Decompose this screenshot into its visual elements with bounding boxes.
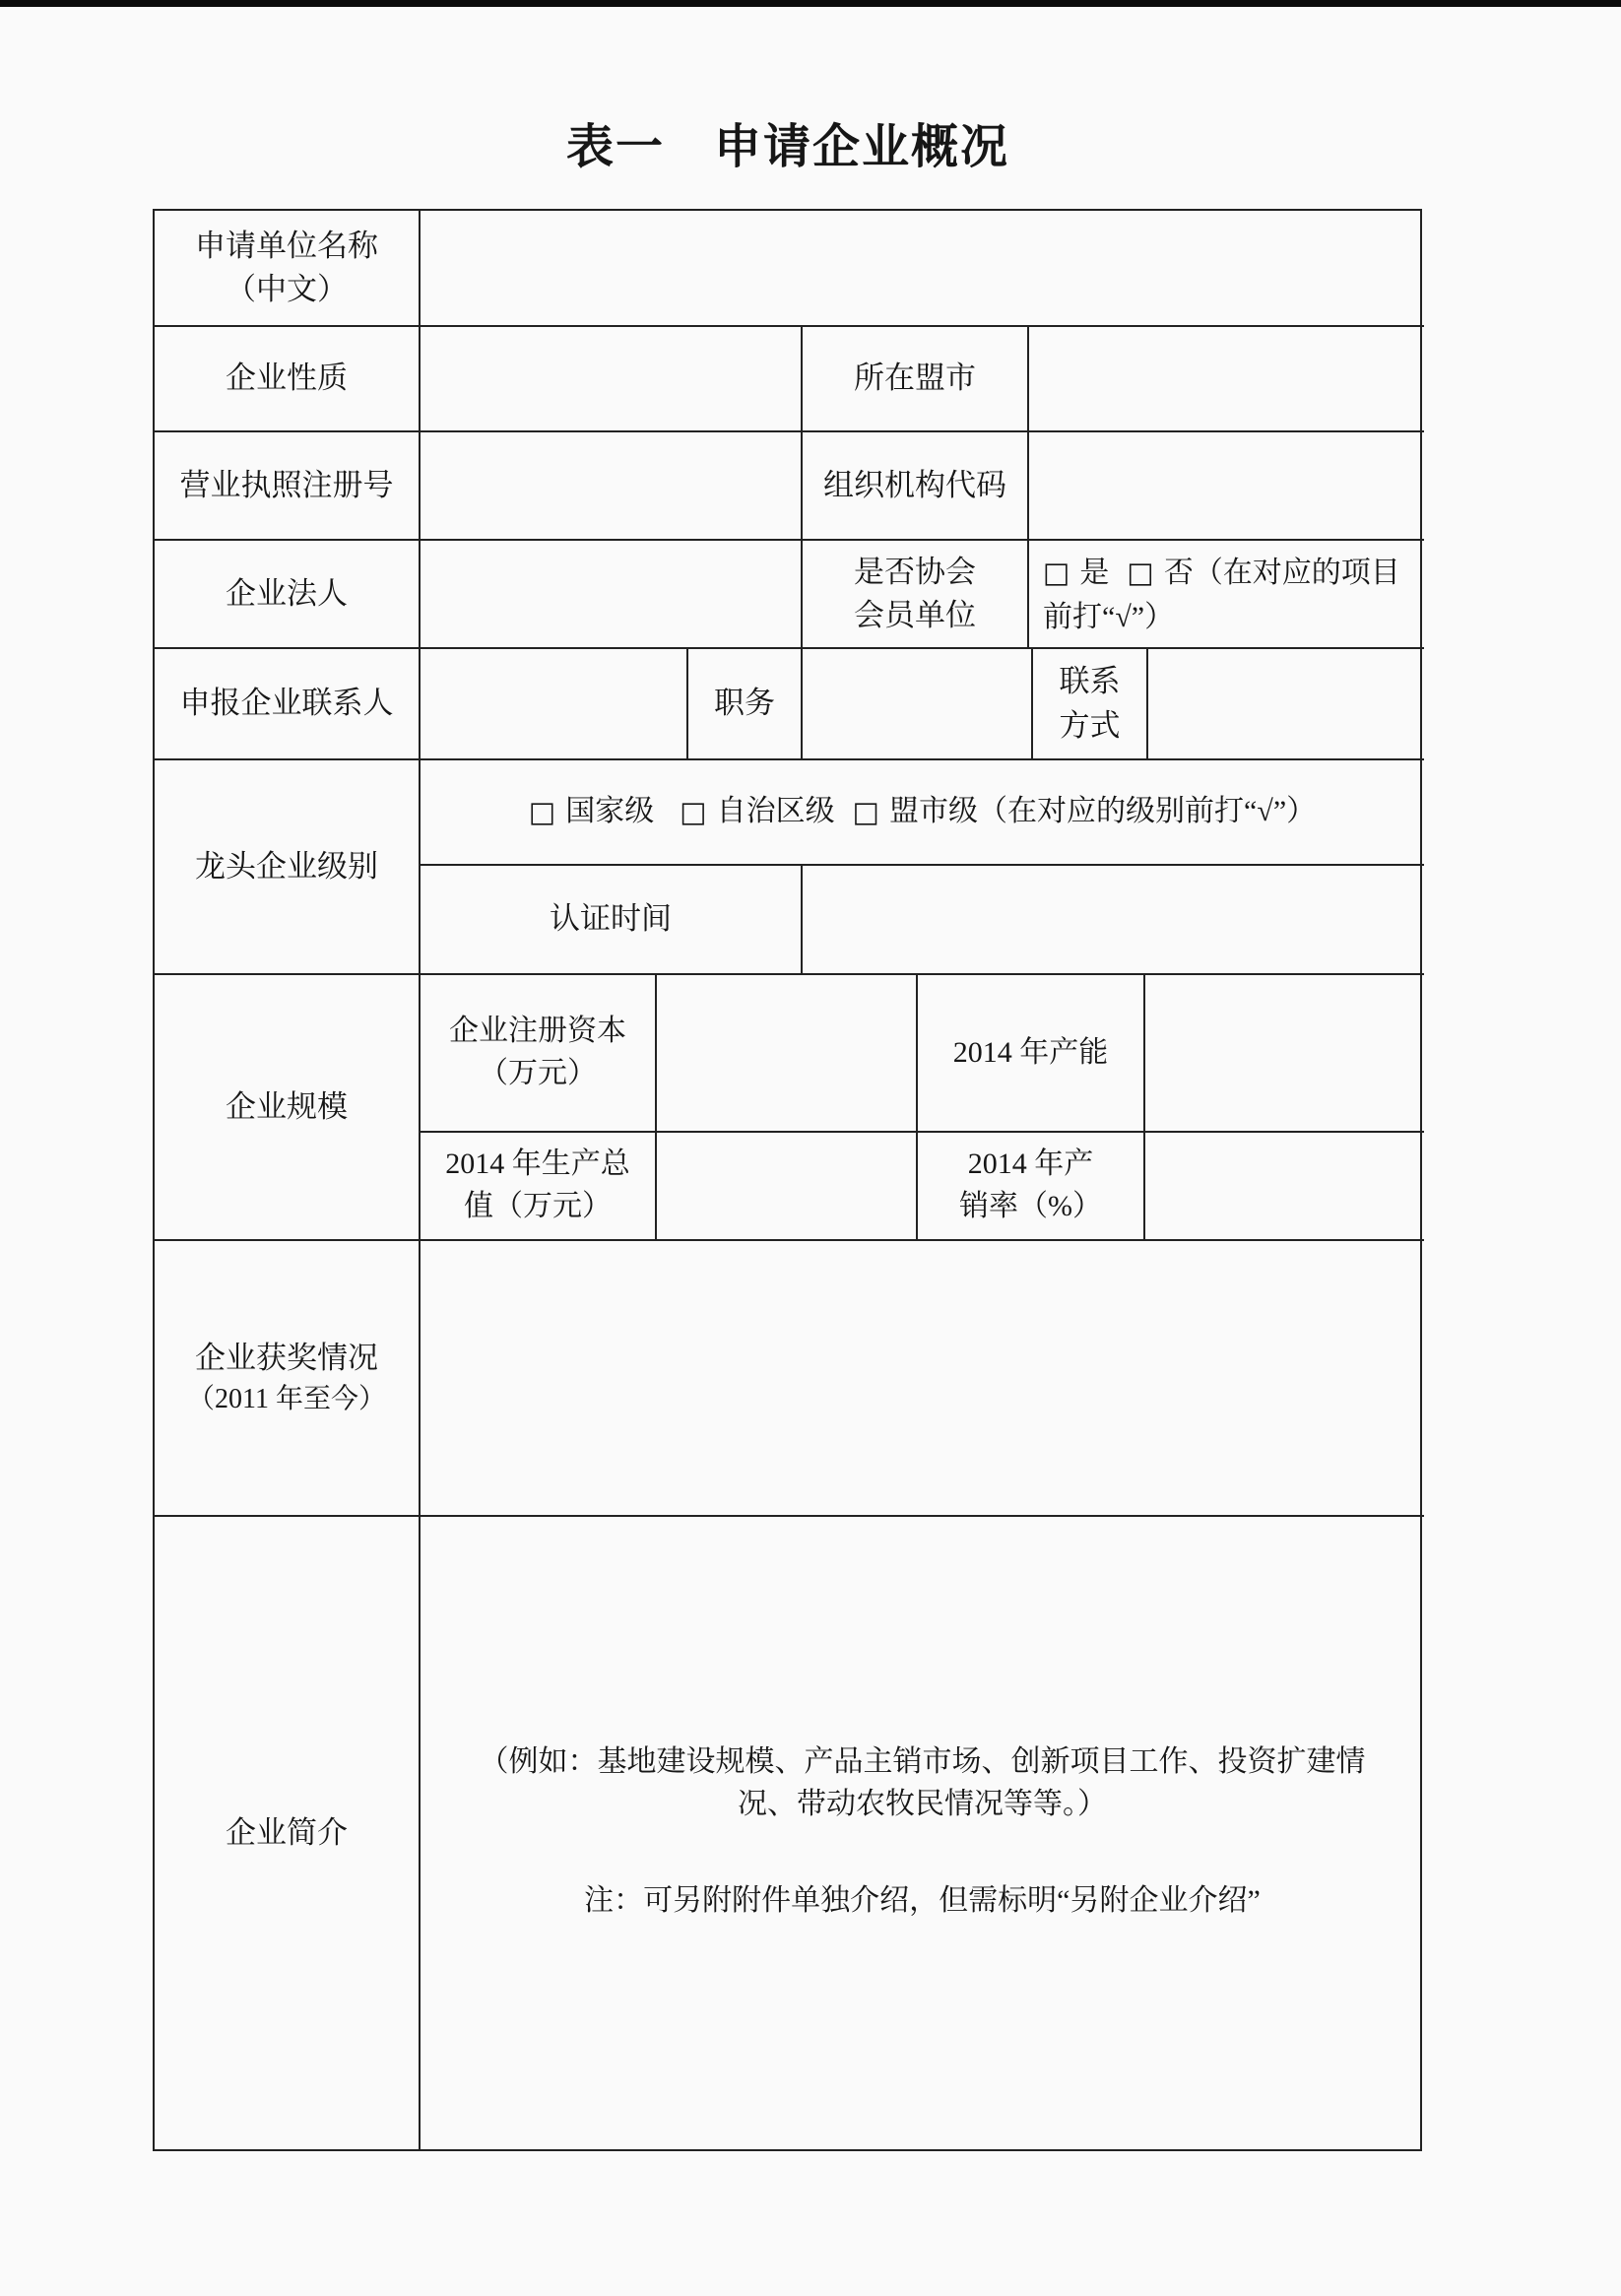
row-awards xyxy=(155,1241,1420,1517)
leading-level-note: （在对应的级别前打“√”） xyxy=(978,795,1317,828)
row-contact xyxy=(155,649,1420,760)
application-form-table xyxy=(153,209,1422,2151)
awards-label: 企业获奖情况 （2011 年至今） xyxy=(155,1241,421,1517)
leading-level-options-row xyxy=(421,760,1424,866)
gross-output-2014-value-cell xyxy=(657,1133,918,1241)
position-label: 职务 xyxy=(688,649,803,760)
cert-time-label: 认证时间 xyxy=(421,866,803,975)
row-nature xyxy=(155,327,1420,432)
contact-info-value-cell xyxy=(1148,649,1424,760)
form-title: 表一 申请企业概况 xyxy=(565,121,1009,173)
assoc-member-label: 是否协会 会员单位 xyxy=(803,541,1029,649)
gross-output-2014-label: 2014 年生产总 值（万元） xyxy=(421,1133,657,1241)
row-legal-person xyxy=(155,541,1420,649)
license-no-label: 营业执照注册号 xyxy=(155,432,421,541)
nature-value-cell xyxy=(421,327,803,432)
checkbox-league-icon: □ xyxy=(852,794,880,828)
contact-info-label: 联系 方式 xyxy=(1033,649,1148,760)
league-city-label: 所在盟市 xyxy=(803,327,1029,432)
checkbox-no-icon: □ xyxy=(1127,556,1154,589)
sales-rate-2014-label: 2014 年产 销率（%） xyxy=(918,1133,1145,1241)
profile-hint-line2: 况、带动农牧民情况等等。） xyxy=(738,1787,1107,1820)
opt-league-label: 盟市级 xyxy=(889,795,979,828)
capacity-2014-value-cell xyxy=(1145,975,1424,1133)
scan-edge-bar xyxy=(0,0,1621,7)
nature-label: 企业性质 xyxy=(155,327,421,432)
sales-rate-2014-value-cell xyxy=(1145,1133,1424,1241)
assoc-note: （在对应的项目前打“√”） xyxy=(1043,557,1400,633)
row-license xyxy=(155,432,1420,541)
cert-time-row xyxy=(421,866,1424,975)
legal-person-value-cell xyxy=(421,541,803,649)
assoc-member-options xyxy=(1029,541,1424,649)
reg-capital-value-cell xyxy=(657,975,918,1133)
checkbox-yes-icon: □ xyxy=(1043,556,1070,589)
profile-hint-line1: （例如：基地建设规模、产品主销市场、创新项目工作、投资扩建情 xyxy=(479,1745,1366,1778)
checkbox-national-icon: □ xyxy=(528,794,556,828)
leading-level-options xyxy=(421,760,1424,866)
row-profile xyxy=(155,1517,1420,2149)
profile-content-cell xyxy=(421,1517,1424,2149)
profile-label: 企业简介 xyxy=(155,1517,421,2149)
license-no-value-cell xyxy=(421,432,803,541)
league-city-value-cell xyxy=(1029,327,1424,432)
legal-person-label: 企业法人 xyxy=(155,541,421,649)
scale-row-1 xyxy=(421,975,1424,1133)
opt-autonomous-label: 自治区级 xyxy=(716,795,835,828)
checkbox-autonomous-icon: □ xyxy=(680,794,707,828)
opt-national-label: 国家级 xyxy=(565,795,655,828)
row-company-name xyxy=(155,211,1420,327)
row-scale xyxy=(155,975,1420,1241)
leading-level-label: 龙头企业级别 xyxy=(155,760,421,975)
contact-person-label: 申报企业联系人 xyxy=(155,649,421,760)
scale-right xyxy=(421,975,1424,1241)
assoc-no-label: 否 xyxy=(1163,557,1194,589)
company-name-label: 申请单位名称 （中文） xyxy=(155,211,421,327)
org-code-label: 组织机构代码 xyxy=(803,432,1029,541)
scale-row-2 xyxy=(421,1133,1424,1241)
cert-time-value-cell xyxy=(803,866,1424,975)
leading-level-right xyxy=(421,760,1424,975)
company-name-value-cell xyxy=(421,211,1424,327)
awards-value-cell xyxy=(421,1241,1424,1517)
profile-note: 注：可另附附件单独介绍，但需标明“另附企业介绍” xyxy=(584,1884,1261,1918)
scale-label: 企业规模 xyxy=(155,975,421,1241)
capacity-2014-label: 2014 年产能 xyxy=(918,975,1145,1133)
assoc-yes-label: 是 xyxy=(1079,557,1110,589)
contact-person-value-cell xyxy=(421,649,688,760)
org-code-value-cell xyxy=(1029,432,1424,541)
position-value-cell xyxy=(803,649,1033,760)
reg-capital-label: 企业注册资本 （万元） xyxy=(421,975,657,1133)
row-leading-level xyxy=(155,760,1420,975)
